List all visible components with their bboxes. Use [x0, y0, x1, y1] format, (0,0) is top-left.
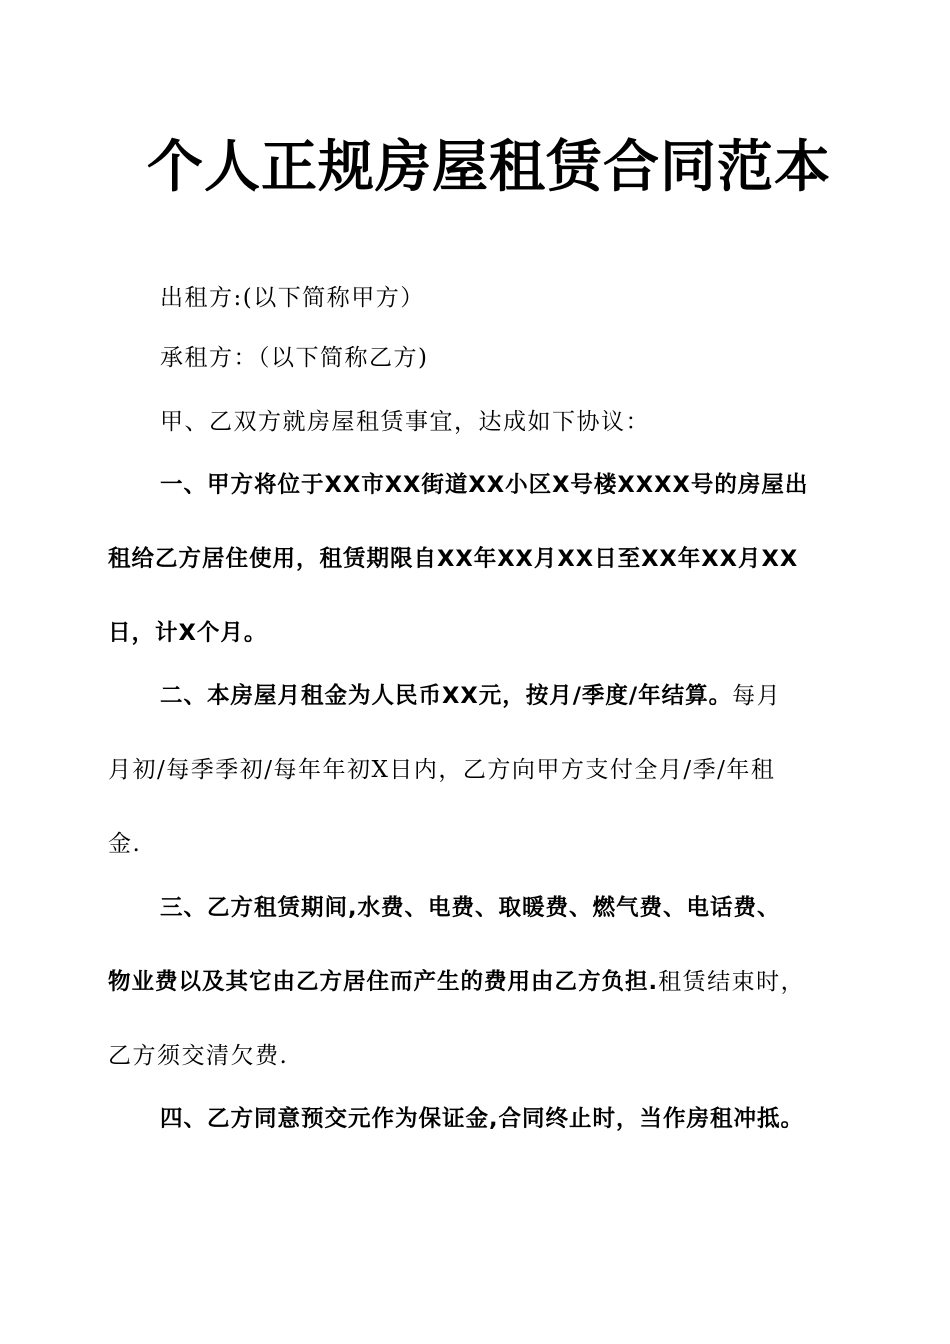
clause-3-line-1: 三、乙方租赁期间,水费、电费、取暖费、燃气费、电话费、 — [160, 895, 781, 921]
intro-line: 甲、乙双方就房屋租赁事宜，达成如下协议： — [160, 409, 650, 435]
clause-1-line-2: 租给乙方居住使用，租赁期限自XX年XX月XX日至XX年XX月XX — [108, 546, 799, 572]
clause-3-bold-text: 物业费以及其它由乙方居住而产生的费用由乙方负担. — [108, 969, 659, 995]
clause-2-normal-text: 每月 — [732, 683, 782, 709]
document-title: 个人正规房屋租赁合同范本 — [147, 135, 831, 200]
lessor-line: 出租方:(以下简称甲方） — [160, 285, 425, 311]
clause-3-line-2 — [108, 966, 848, 998]
clause-1-line-3: 日，计X个月。 — [108, 620, 268, 646]
clause-2-line-3: 金. — [108, 831, 142, 857]
clause-2-line-2: 月初/每季季初/每年年初X日内，乙方向甲方支付全月/季/年租 — [108, 757, 776, 783]
lessee-line: 承租方：（以下简称乙方) — [160, 345, 429, 371]
clause-3-normal-text: 租赁结束时， — [658, 969, 806, 995]
clause-1-line-1: 一、甲方将位于XX市XX街道XX小区X号楼XXXX号的房屋出 — [160, 472, 809, 498]
clause-4-line-1: 四、乙方同意预交元作为保证金,合同终止时，当作房租冲抵。 — [160, 1106, 805, 1132]
clause-2-bold-text: 二、本房屋月租金为人民币XX元，按月/季度/年结算。 — [160, 683, 733, 709]
clause-2-line-1 — [160, 680, 850, 712]
clause-3-line-3: 乙方须交清欠费. — [108, 1043, 289, 1069]
